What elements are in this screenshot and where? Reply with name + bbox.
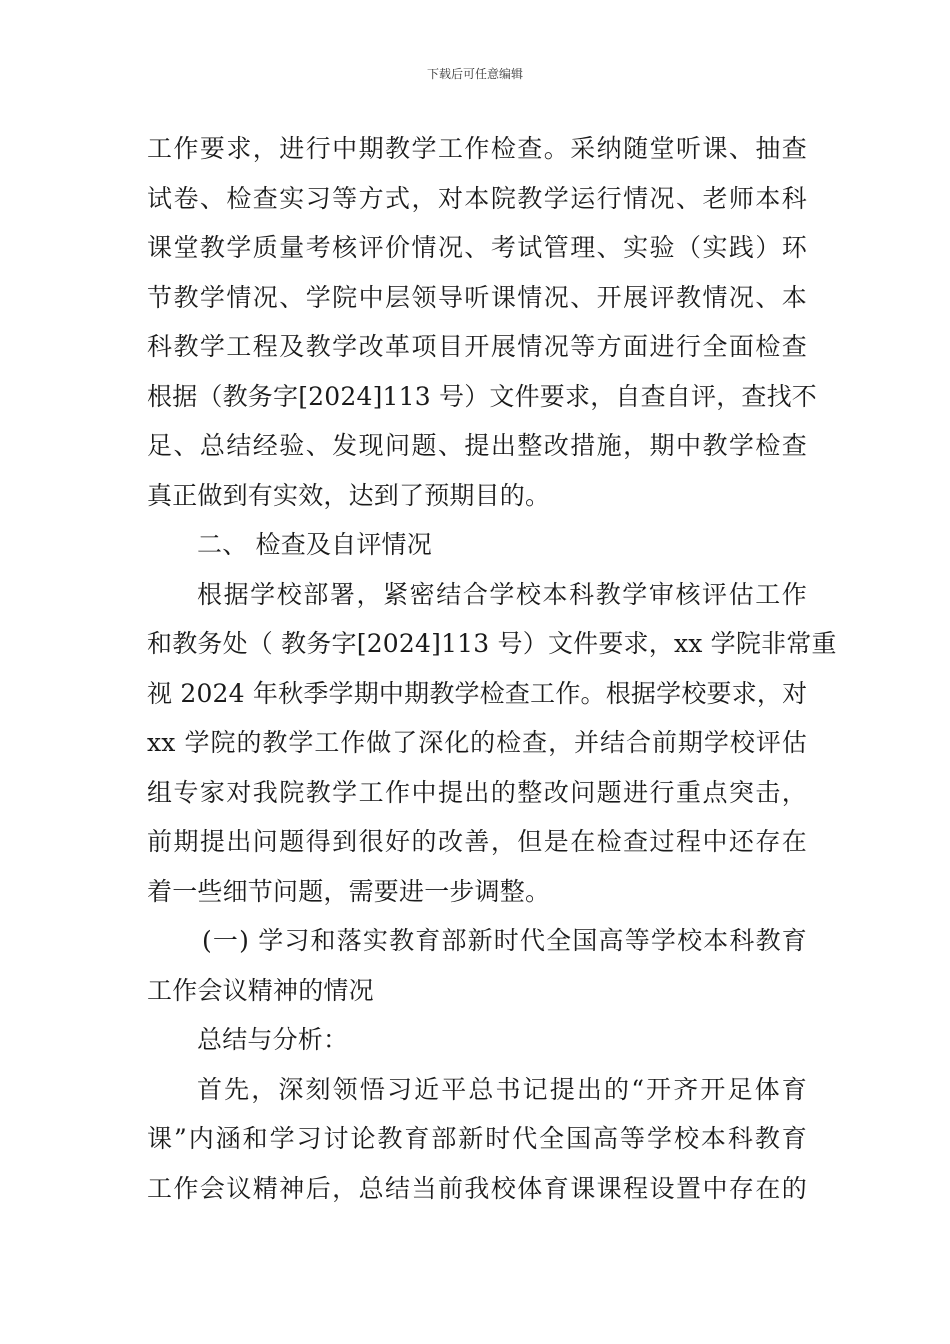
subsection-heading-cont: 工作会议精神的情况 [147, 975, 374, 1005]
text-line: 课”内涵和学习讨论教育部新时代全国高等学校本科教育 [147, 1124, 807, 1153]
text-line: 着一些细节问题，需要进一步调整。 [147, 876, 551, 906]
text-line: 工作要求，进行中期教学工作检查。采纳随堂听课、抽查 [147, 134, 807, 163]
section-heading: 二、 检查及自评情况 [197, 530, 432, 559]
text-line: 工作会议精神后，总结当前我校体育课课程设置中存在的 [147, 1173, 807, 1203]
text-line: 课堂教学质量考核评价情况、考试管理、实验（实践）环 [147, 233, 807, 262]
text-line: 组专家对我院教学工作中提出的整改问题进行重点突击， [147, 777, 807, 807]
text-line: 根据（教务字[2024]113 号）文件要求，自查自评，查找不 [147, 381, 817, 411]
page-header: 下载后可任意编辑 [426, 67, 523, 81]
text-line: 真正做到有实效，达到了预期目的。 [147, 480, 551, 510]
subsection-heading: (一) 学习和落实教育部新时代全国高等学校本科教育 [202, 926, 807, 955]
text-line: 科教学工程及教学改革项目开展情况等方面进行全面检查 [147, 332, 807, 361]
text-line: 节教学情况、学院中层领导听课情况、开展评教情况、本 [147, 282, 807, 312]
text-line: 首先，深刻领悟习近平总书记提出的“开齐开足体育 [197, 1074, 807, 1104]
text-line: 根据学校部署，紧密结合学校本科教学审核评估工作 [197, 579, 807, 609]
text-line: 前期提出问题得到很好的改善，但是在检查过程中还存在 [147, 827, 807, 856]
text-line: xx 学院的教学工作做了深化的检查，并结合前期学校评估 [147, 728, 807, 757]
text-line: 和教务处（ 教务字[2024]113 号）文件要求，xx 学院非常重 [147, 629, 837, 658]
text-line: 视 2024 年秋季学期中期教学检查工作。根据学校要求，对 [147, 678, 808, 708]
text-line: 试卷、检查实习等方式，对本院教学运行情况、老师本科 [147, 183, 807, 213]
summary-label: 总结与分析： [197, 1025, 349, 1054]
text-line: 足、总结经验、发现问题、提出整改措施，期中教学检查 [147, 431, 807, 460]
document-body [147, 124, 837, 1213]
